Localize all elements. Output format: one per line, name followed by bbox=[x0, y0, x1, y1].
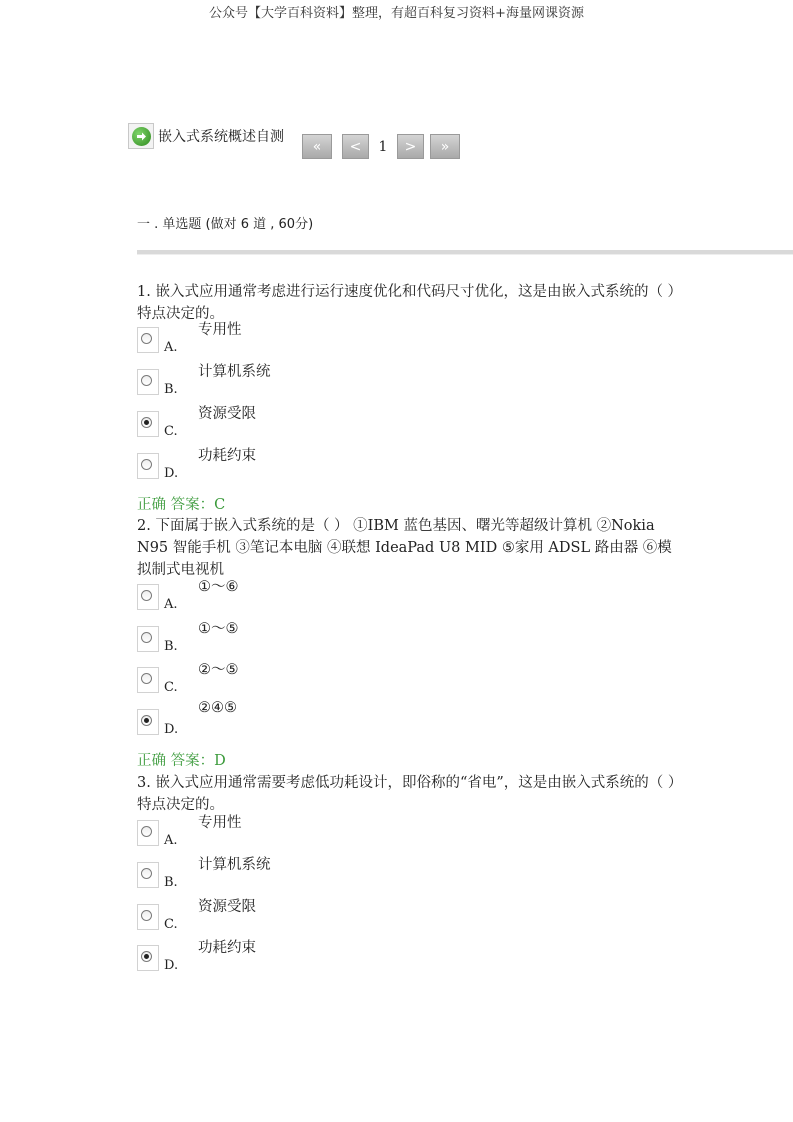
question-3-text: 3. 嵌入式应用通常需要考虑低功耗设计，即俗称的“省电”，这是由嵌入式系统的（ ）特点决定的。 bbox=[137, 775, 676, 813]
option-letter: D. bbox=[164, 466, 179, 481]
pagination bbox=[302, 134, 460, 159]
option-letter: D. bbox=[164, 722, 179, 737]
section-divider bbox=[137, 250, 793, 255]
radio-button[interactable] bbox=[141, 375, 152, 386]
radio-button[interactable] bbox=[141, 868, 152, 879]
radio-button-selected[interactable] bbox=[141, 715, 152, 726]
option-text: 功耗约束 bbox=[198, 940, 256, 956]
option-text: ①～⑥ bbox=[198, 579, 239, 595]
option-letter: A. bbox=[164, 340, 178, 355]
option-letter: A. bbox=[164, 597, 178, 612]
radio-box[interactable] bbox=[137, 709, 159, 735]
question-2-text: 2. 下面属于嵌入式系统的是（ ） ①IBM 蓝色基因、曙光等超级计算机 ②Nokia N95 智能手机 ③笔记本电脑 ④联想 IdeaPad U8 MID ⑤家用 ADSL 路由器 ⑥模拟制式电视机 bbox=[137, 518, 672, 578]
option-text: 功耗约束 bbox=[198, 448, 256, 464]
arrow-right-icon bbox=[132, 127, 151, 146]
radio-box[interactable] bbox=[137, 369, 159, 395]
radio-box[interactable] bbox=[137, 945, 159, 971]
question-2-option-a[interactable] bbox=[137, 579, 437, 620]
radio-button[interactable] bbox=[141, 333, 152, 344]
option-letter: B. bbox=[164, 382, 178, 397]
option-letter: A. bbox=[164, 833, 178, 848]
option-text: 资源受限 bbox=[198, 406, 256, 422]
radio-box[interactable] bbox=[137, 626, 159, 652]
option-text: 资源受限 bbox=[198, 899, 256, 915]
prev-page-button[interactable]: < bbox=[342, 134, 369, 159]
option-letter: D. bbox=[164, 958, 179, 973]
question-2-option-c[interactable] bbox=[137, 662, 437, 703]
option-letter: C. bbox=[164, 424, 178, 439]
section-title: 一 . 单选题 (做对 6 道 , 60分) bbox=[137, 217, 314, 232]
radio-button[interactable] bbox=[141, 910, 152, 921]
radio-button[interactable] bbox=[141, 632, 152, 643]
option-letter: B. bbox=[164, 875, 178, 890]
next-page-button[interactable]: > bbox=[397, 134, 424, 159]
question-3-option-c[interactable] bbox=[137, 899, 437, 940]
question-3-option-a[interactable] bbox=[137, 815, 437, 856]
option-letter: C. bbox=[164, 917, 178, 932]
question-1-result: 正确 答案：C bbox=[137, 497, 226, 513]
question-1-option-d[interactable] bbox=[137, 448, 437, 489]
last-page-button[interactable]: » bbox=[430, 134, 460, 159]
radio-box[interactable] bbox=[137, 327, 159, 353]
option-text: 计算机系统 bbox=[198, 364, 271, 380]
question-1-option-c[interactable] bbox=[137, 406, 437, 447]
option-letter: B. bbox=[164, 639, 178, 654]
radio-box[interactable] bbox=[137, 820, 159, 846]
question-3-option-b[interactable] bbox=[137, 857, 437, 898]
radio-button[interactable] bbox=[141, 459, 152, 470]
quiz-title-bar bbox=[128, 123, 284, 149]
radio-box[interactable] bbox=[137, 904, 159, 930]
option-text: 专用性 bbox=[198, 815, 242, 831]
option-text: ②～⑤ bbox=[198, 662, 239, 678]
radio-box[interactable] bbox=[137, 411, 159, 437]
radio-button[interactable] bbox=[141, 826, 152, 837]
question-1-option-b[interactable] bbox=[137, 364, 437, 405]
go-button[interactable] bbox=[128, 123, 154, 149]
radio-box[interactable] bbox=[137, 862, 159, 888]
current-page-number: 1 bbox=[378, 138, 388, 155]
option-text: ②④⑤ bbox=[198, 700, 237, 716]
question-1-option-a[interactable] bbox=[137, 322, 437, 363]
question-1-text: 1. 嵌入式应用通常考虑进行运行速度优化和代码尺寸优化，这是由嵌入式系统的（ ）特点决定的。 bbox=[137, 284, 675, 322]
option-letter: C. bbox=[164, 680, 178, 695]
question-2-result: 正确 答案：D bbox=[137, 753, 226, 769]
quiz-title: 嵌入式系统概述自测 bbox=[158, 129, 284, 145]
radio-box[interactable] bbox=[137, 667, 159, 693]
radio-box[interactable] bbox=[137, 584, 159, 610]
watermark-header: 公众号【大学百科资料】整理，有超百科复习资料+海量网课资源 bbox=[209, 6, 584, 21]
option-text: 计算机系统 bbox=[198, 857, 271, 873]
radio-button-selected[interactable] bbox=[141, 951, 152, 962]
radio-button[interactable] bbox=[141, 673, 152, 684]
option-text: ①～⑤ bbox=[198, 621, 239, 637]
radio-button-selected[interactable] bbox=[141, 417, 152, 428]
option-text: 专用性 bbox=[198, 322, 242, 338]
question-2-option-b[interactable] bbox=[137, 621, 437, 662]
radio-button[interactable] bbox=[141, 590, 152, 601]
radio-box[interactable] bbox=[137, 453, 159, 479]
question-2-option-d[interactable] bbox=[137, 700, 437, 745]
question-3-option-d[interactable] bbox=[137, 940, 437, 981]
first-page-button[interactable]: « bbox=[302, 134, 332, 159]
